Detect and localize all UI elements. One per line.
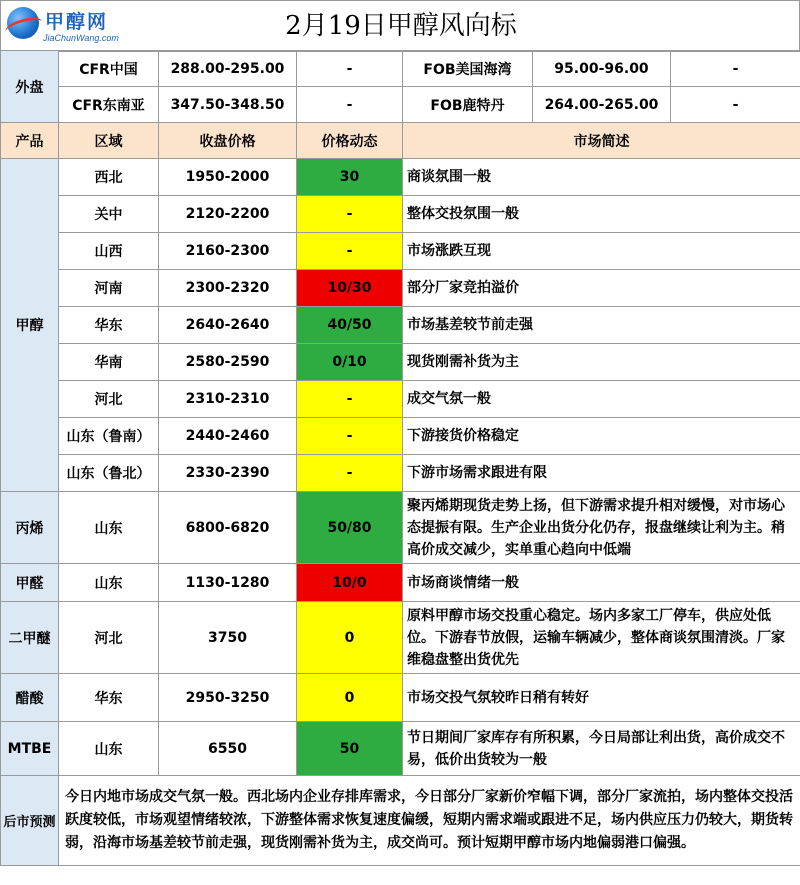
change-cell: - [297, 418, 403, 455]
summary-cell: 成交气氛一般 [403, 381, 800, 418]
product-name: MTBE [1, 722, 59, 776]
region-cell: 华东 [59, 674, 159, 722]
price-cell: 2950-3250 [159, 674, 297, 722]
column-header-row [1, 123, 800, 159]
change-cell: 10/0 [297, 564, 403, 602]
summary-cell: 下游接货价格稳定 [403, 418, 800, 455]
summary-cell: 现货刚需补货为主 [403, 344, 800, 381]
forecast-text: 今日内地市场成交气氛一般。西北场内企业存排库需求，今日部分厂家新价窄幅下调，部分厂家流拍，场内整体交投活跃度较低，市场观望情绪较浓，下游整体需求恢复速度偏缓，短期内需求端或跟进不足，场内供应压力仍较大，期货转弱，沿海市场基差较节前走强，现货刚需补货为主，成交尚可。预计短期甲醇市场内地偏弱港口偏强。 [59, 776, 800, 866]
change-cell: 50 [297, 722, 403, 776]
product-name: 二甲醚 [1, 602, 59, 674]
product-row [1, 564, 800, 602]
outer-name: FOB鹿特丹 [403, 87, 533, 123]
price-cell: 2330-2390 [159, 455, 297, 492]
outer-name: CFR中国 [59, 51, 159, 87]
price-cell: 6550 [159, 722, 297, 776]
outer-name: FOB美国海湾 [403, 51, 533, 87]
col-product: 产品 [1, 123, 59, 159]
product-row [1, 233, 800, 270]
change-cell: 0 [297, 602, 403, 674]
summary-cell: 市场涨跌互现 [403, 233, 800, 270]
product-row [1, 344, 800, 381]
summary-cell: 部分厂家竞拍溢价 [403, 270, 800, 307]
col-close: 收盘价格 [159, 123, 297, 159]
outer-change: - [297, 87, 403, 123]
change-cell: - [297, 381, 403, 418]
summary-cell: 市场基差较节前走强 [403, 307, 800, 344]
product-row [1, 455, 800, 492]
price-cell: 2580-2590 [159, 344, 297, 381]
product-row [1, 602, 800, 674]
change-cell: - [297, 233, 403, 270]
price-cell: 2160-2300 [159, 233, 297, 270]
region-cell: 河北 [59, 602, 159, 674]
summary-cell: 整体交投氛围一般 [403, 196, 800, 233]
summary-cell: 商谈氛围一般 [403, 159, 800, 196]
logo-text: 甲醇网 [45, 11, 109, 33]
change-cell: 10/30 [297, 270, 403, 307]
price-cell: 2120-2200 [159, 196, 297, 233]
summary-cell: 聚丙烯期现货走势上扬，但下游需求提升相对缓慢，对市场心态提振有限。生产企业出货分化仍存，报盘继续让利为主。稍高价成交减少，实单重心趋向中低端 [403, 492, 800, 564]
change-cell: 0/10 [297, 344, 403, 381]
change-cell: 30 [297, 159, 403, 196]
region-cell: 西北 [59, 159, 159, 196]
product-row [1, 418, 800, 455]
product-row [1, 159, 800, 196]
summary-cell: 市场交投气氛较昨日稍有转好 [403, 674, 800, 722]
region-cell: 关中 [59, 196, 159, 233]
change-cell: 40/50 [297, 307, 403, 344]
product-row [1, 492, 800, 564]
price-cell: 3750 [159, 602, 297, 674]
region-cell: 华东 [59, 307, 159, 344]
outer-price: 288.00-295.00 [159, 51, 297, 87]
product-name: 甲醇 [1, 159, 59, 492]
price-cell: 2300-2320 [159, 270, 297, 307]
outer-price: 347.50-348.50 [159, 87, 297, 123]
product-name: 甲醛 [1, 564, 59, 602]
summary-cell: 节日期间厂家库存有所积累，今日局部让利出货，高价成交不易，低价出货较为一般 [403, 722, 800, 776]
outer-change: - [297, 51, 403, 87]
region-cell: 山东 [59, 492, 159, 564]
page-title: 2月19日甲醇风向标 [285, 11, 517, 41]
region-cell: 华南 [59, 344, 159, 381]
summary-cell: 原料甲醇市场交投重心稳定。场内多家工厂停车，供应处低位。下游春节放假，运输车辆减少，整体商谈氛围清淡。厂家维稳盘整出货优先 [403, 602, 800, 674]
product-row [1, 381, 800, 418]
price-cell: 2310-2310 [159, 381, 297, 418]
price-cell: 2440-2460 [159, 418, 297, 455]
price-cell: 1950-2000 [159, 159, 297, 196]
price-cell: 1130-1280 [159, 564, 297, 602]
change-cell: - [297, 196, 403, 233]
outer-change: - [671, 51, 800, 87]
product-name: 丙烯 [1, 492, 59, 564]
outer-change: - [671, 87, 800, 123]
forecast-row [1, 776, 800, 866]
forecast-label: 后市预测 [1, 776, 59, 866]
product-row [1, 722, 800, 776]
outer-name: CFR东南亚 [59, 87, 159, 123]
change-cell: 0 [297, 674, 403, 722]
region-cell: 山东（鲁北） [59, 455, 159, 492]
product-row [1, 196, 800, 233]
price-cell: 6800-6820 [159, 492, 297, 564]
col-summary: 市场简述 [403, 123, 800, 159]
outer-row [1, 87, 800, 123]
price-table [0, 50, 800, 866]
outer-price: 264.00-265.00 [533, 87, 671, 123]
region-cell: 河北 [59, 381, 159, 418]
region-cell: 山东（鲁南） [59, 418, 159, 455]
product-row [1, 674, 800, 722]
summary-cell: 市场商谈情绪一般 [403, 564, 800, 602]
region-cell: 河南 [59, 270, 159, 307]
product-row [1, 307, 800, 344]
region-cell: 山西 [59, 233, 159, 270]
outer-label: 外盘 [1, 51, 59, 123]
region-cell: 山东 [59, 564, 159, 602]
col-region: 区域 [59, 123, 159, 159]
product-row [1, 270, 800, 307]
outer-row [1, 51, 800, 87]
change-cell: - [297, 455, 403, 492]
region-cell: 山东 [59, 722, 159, 776]
col-change: 价格动态 [297, 123, 403, 159]
summary-cell: 下游市场需求跟进有限 [403, 455, 800, 492]
change-cell: 50/80 [297, 492, 403, 564]
price-cell: 2640-2640 [159, 307, 297, 344]
logo-url: JiaChunWang.com [43, 33, 119, 43]
title-bar [0, 0, 800, 52]
product-name: 醋酸 [1, 674, 59, 722]
outer-price: 95.00-96.00 [533, 51, 671, 87]
